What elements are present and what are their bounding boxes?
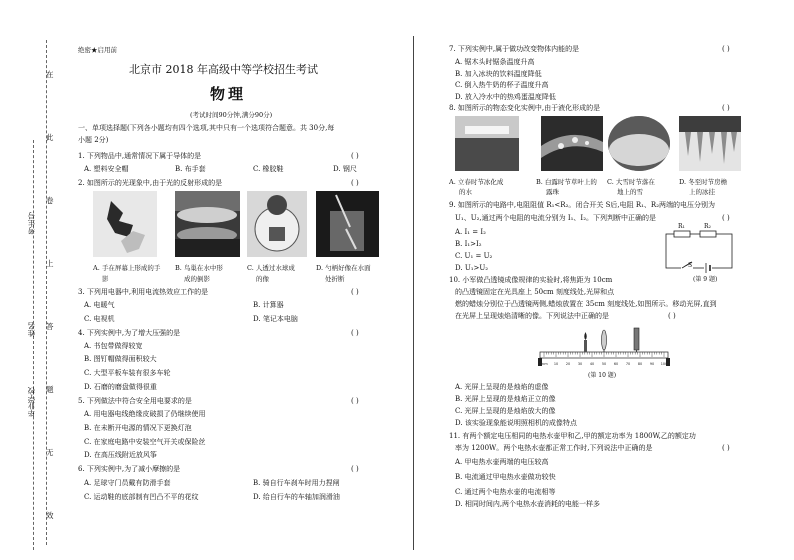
sidebar-char: 答 [46,322,54,331]
photo-ice-melt [455,116,519,171]
option-d: D. 放入冷水中的热鸡蛋温度降低 [455,93,556,101]
option-c: C. 在家庭电路中安装空气开关或保险丝 [84,438,206,446]
photo-birds-nest [175,191,240,257]
column-divider [413,36,414,550]
photo-snow [608,116,670,171]
option-c: C. 大型平板车装有很多车轮 [84,369,171,377]
answer-paren: ( ) [722,45,730,53]
question-10-stem: 的凸透镜固定在光具座上 50cm 刻度线处,光屏和点 [455,288,615,296]
option-a: A. 用电器电线绝缘皮破损了仍继续使用 [84,410,206,418]
photo-caption: 露珠 [546,188,559,196]
question-9-stem: U₁、U₂,通过两个电阻的电流分别为 I₁、I₂。下列判断中正确的是 [455,214,657,222]
option-b: B. 骑自行车刹车时用力捏闸 [253,479,340,487]
option-d: D. 在高压线附近放风筝 [84,451,157,459]
option-b: B. 计算器 [253,301,284,309]
option-c: C. 光屏上呈现的是烛焰放大的像 [455,407,556,415]
option-b: B. 布手套 [175,165,206,173]
option-b: B. I₁>I₂ [455,240,482,248]
question-2-stem: 2. 如图所示的光现象中,由于光的反射形成的是 [78,179,223,187]
photo-hand-shadow [93,191,157,257]
bench-tick-label: 30 [577,362,583,366]
snow-image [608,116,670,171]
option-c: C. 通过两个电热水壶的电流相等 [455,488,556,496]
resistor-r2 [700,231,716,237]
binding-line [33,140,34,550]
exam-title: 北京市 2018 年高级中等学校招生考试 [129,63,318,76]
question-5-stem: 5. 下列做法中符合安全用电要求的是 [78,397,192,405]
sidebar-char: 此 [46,133,54,142]
answer-paren: ( ) [351,397,359,405]
option-a: A. 塑料安全帽 [84,165,129,173]
subject-title: 物理 [210,85,247,103]
question-10-stem: 燃的蜡烛分别位于凸透镜两侧,蜡烛放置在 35cm 刻度线处,如图所示。移动光屏,直到 [455,300,717,308]
option-a: A. 光屏上呈现的是烛焰的虚像 [455,383,549,391]
photo-caption: D. 冬至时节房檐 [679,178,728,186]
photo-water-ball [247,191,307,257]
photo-icicle [679,116,741,171]
option-d: D. 该实验现象能说明照相机的成像特点 [455,419,577,427]
section-intro: 小题 2分) [78,136,109,144]
sidebar-char: 效 [46,511,54,520]
option-d: D. 给自行车的车轴加润滑油 [253,493,340,501]
bench-tick-label: 80 [637,362,643,366]
option-a: A. 足球守门员戴有防滑手套 [84,479,171,487]
bench-tick-label: 10 [553,362,559,366]
bench-tick-label: 0cm [540,362,548,366]
switch-label: S [688,262,693,269]
icicle-image [679,116,741,171]
water-ball-image [247,191,307,257]
question-4-stem: 4. 下列实例中,为了增大压强的是 [78,329,181,337]
option-a: A. 甲电热水壶两端的电压较高 [455,458,549,466]
option-b: B. 电流通过甲电热水壶做功较快 [455,473,556,481]
answer-paren: ( ) [668,312,676,320]
photo-caption: C. 大雪时节落在 [607,178,655,186]
bench-tick-label: 70 [625,362,631,366]
option-a: A. 锯木头时锯条温度升高 [455,58,535,66]
figure-caption: (第 10 题) [588,372,617,379]
sidebar-label-school: 毕业学校 [27,387,36,417]
sidebar-label-name: 姓名 [27,322,36,337]
option-a: A. 电暖气 [84,301,115,309]
option-d: D. 钢尺 [333,165,357,173]
photo-caption: D. 勺柄好像在水面 [316,264,371,272]
photo-caption: 处折断 [325,275,345,283]
option-c: C. 橡胶鞋 [253,165,284,173]
option-c: C. 运动鞋的底部制有凹凸不平的花纹 [84,493,199,501]
candle-flame [584,332,587,340]
option-b: B. 光屏上呈现的是烛焰正立的像 [455,395,556,403]
question-10-stem: 10. 小军做凸透镜成像规律的实验时,将焦距为 10cm [449,276,613,284]
binding-line [46,40,47,545]
question-6-stem: 6. 下列实例中,为了减小摩擦的是 [78,465,181,473]
photo-caption: 成的倒影 [184,275,210,283]
option-d: D. U₁>U₂ [455,264,489,272]
sidebar-label-examno: 考生号 [27,212,36,235]
answer-paren: ( ) [722,214,730,222]
spoon-glass-image [316,191,379,257]
photo-caption: 上的冰挂 [689,188,715,196]
option-d: D. 笔记本电脑 [253,315,298,323]
bench-tick-label: 50 [601,362,607,366]
option-b: B. 加入冰块的饮料温度降低 [455,70,542,78]
sidebar-char: 题 [46,385,54,394]
option-b: B. 图钉帽做得面积较大 [84,355,157,363]
r2-label: R₂ [704,223,711,230]
candle [584,340,587,352]
section-intro: 一、单项选择题(下列各小题均有四个选项,其中只有一个选项符合题意。共 30分,每 [78,124,335,132]
answer-paren: ( ) [351,152,359,160]
photo-caption: B. 鸟巢在水中形 [175,264,223,272]
option-b: B. 在未断开电源的情况下更换灯泡 [84,424,192,432]
option-c: C. U₁ = U₂ [455,252,493,260]
option-c: C. 倒入热牛奶的杯子温度升高 [455,81,549,89]
photo-caption: B. 白露时节草叶上的 [536,178,597,186]
photo-caption: 的水 [459,188,472,196]
option-d: D. 石磨的磨盘做得很重 [84,383,157,391]
photo-caption: C. 人透过水球成 [247,264,295,272]
figure-caption: (第 9 题) [693,276,718,283]
answer-paren: ( ) [722,444,730,452]
resistor-r1 [674,231,690,237]
photo-spoon-glass [316,191,379,257]
sidebar-char: 上 [46,259,54,268]
photo-caption: 影 [102,275,109,283]
bench-tick-label: 20 [565,362,571,366]
option-a: A. 书包带做得较宽 [84,342,143,350]
exam-info: (考试时间90分钟,满分90分) [190,111,273,119]
circuit-diagram [660,226,740,278]
dew-image [541,116,603,171]
answer-paren: ( ) [351,288,359,296]
option-c: C. 电视机 [84,315,115,323]
answer-paren: ( ) [351,179,359,187]
convex-lens [602,330,607,350]
question-10-stem: 在光屏上呈现烛焰清晰的像。下列说法中正确的是 [455,312,609,320]
bench-tick-label: 40 [589,362,595,366]
hand-shadow-image [93,191,157,257]
question-11-stem: 11. 有两个额定电压相同的电热水壶甲和乙,甲的额定功率为 1800W,乙的额定功 [449,432,696,440]
answer-paren: ( ) [351,465,359,473]
optical-bench-diagram [536,322,672,372]
sidebar-char: 在 [46,70,54,79]
question-7-stem: 7. 下列实例中,属于做功改变物体内能的是 [449,45,580,53]
photo-dew [541,116,603,171]
answer-paren: ( ) [722,104,730,112]
photo-caption: A. 手在屏幕上形成的手 [93,264,161,272]
question-1-stem: 1. 下列物品中,通常情况下属于导体的是 [78,152,202,160]
r1-label: R₁ [678,223,685,230]
photo-caption: 的像 [256,275,269,283]
light-screen [634,328,639,350]
bench-tick-label: 90 [649,362,655,366]
option-a: A. I₁ = I₂ [455,228,486,236]
photo-caption: A. 立春时节冰化成 [449,178,504,186]
secret-mark: 绝密★启用前 [78,46,117,54]
bench-tick-label: 100 [660,362,668,366]
option-d: D. 相同时间内,两个电热水壶消耗的电能一样多 [455,500,601,508]
sidebar-char: 无 [46,448,54,457]
sidebar-char: 卷 [46,196,54,205]
question-11-stem: 率为 1200W。两个电热水壶都正常工作时,下列说法中正确的是 [455,444,653,452]
bench-tick-label: 60 [613,362,619,366]
birds-nest-image [175,191,240,257]
question-8-stem: 8. 如图所示的物态变化实例中,由于液化形成的是 [449,104,601,112]
question-9-stem: 9. 如图所示的电路中,电阻阻值 R₁<R₂。闭合开关 S后,电阻 R₁、R₂两端的电压分别为 [449,201,715,209]
ice-melt-image [455,116,519,171]
answer-paren: ( ) [351,329,359,337]
photo-caption: 地上的雪 [617,188,643,196]
question-3-stem: 3. 下列用电器中,利用电流热效应工作的是 [78,288,209,296]
